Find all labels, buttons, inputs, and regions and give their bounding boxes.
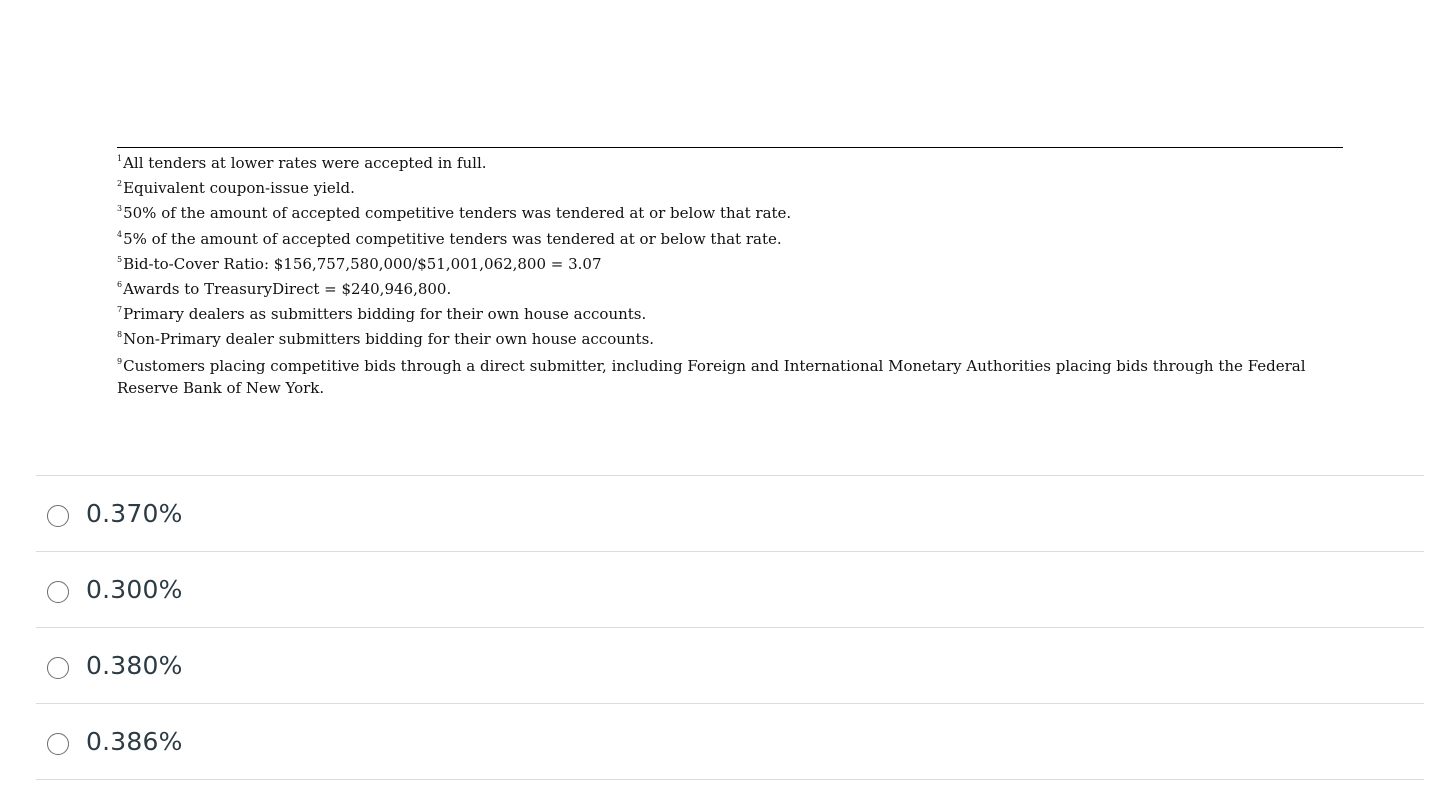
footnote-mark: 4 [117,229,123,239]
footnote-mark: 5 [117,254,123,264]
radio-button[interactable] [47,505,69,527]
footnote-text: Equivalent coupon-issue yield. [123,179,355,198]
footnote-text: 50% of the amount of accepted competitive tenders was tendered at or below that rate. [123,204,792,223]
footnote-text: Customers placing competitive bids through a direct submitter, including Foreign and International Monetary Authorities placing bids through the Federal Reserve Bank of New York. [117,356,1306,397]
footnote-text: Bid-to-Cover Ratio: $156,757,580,000/$51,001,062,800 = 3.07 [123,254,602,273]
answer-label: 0.380% [86,651,183,680]
answer-options [36,475,1424,780]
footnote-mark: 2 [117,179,123,189]
answer-label: 0.300% [86,575,183,604]
footnote-6 [117,277,1343,302]
answer-label: 0.386% [86,727,183,756]
footnote-3 [117,201,1343,226]
footnote-5 [117,252,1343,277]
footnote-7 [117,302,1343,327]
footnotes-image [117,147,1343,399]
footnote-text: Non-Primary dealer submitters bidding for their own house accounts. [123,330,655,349]
radio-button[interactable] [47,581,69,603]
radio-button[interactable] [47,657,69,679]
footnote-mark: 3 [117,204,123,214]
footnote-mark: 1 [117,154,123,163]
footnote-mark: 7 [117,305,123,315]
footnote-1 [117,151,1343,176]
footnote-mark: 8 [117,330,123,340]
footnote-text: Awards to TreasuryDirect = $240,946,800. [123,280,452,299]
footnote-8 [117,327,1343,352]
answer-label: 0.370% [86,499,183,528]
footnote-text: All tenders at lower rates were accepted in full. [123,154,487,172]
answer-option-1[interactable] [36,476,1424,552]
footnote-text: 5% of the amount of accepted competitive tenders was tendered at or below that rate. [123,229,782,248]
answer-option-3[interactable] [36,628,1424,704]
footnote-text: Primary dealers as submitters bidding for their own house accounts. [123,305,647,324]
footnote-9 [117,353,1343,399]
footnote-mark: 6 [117,280,123,290]
answer-option-4[interactable] [36,704,1424,780]
footnote-4 [117,227,1343,252]
footnote-mark: 9 [117,356,123,366]
answer-option-2[interactable] [36,552,1424,628]
radio-button[interactable] [47,733,69,755]
footnote-2 [117,176,1343,201]
